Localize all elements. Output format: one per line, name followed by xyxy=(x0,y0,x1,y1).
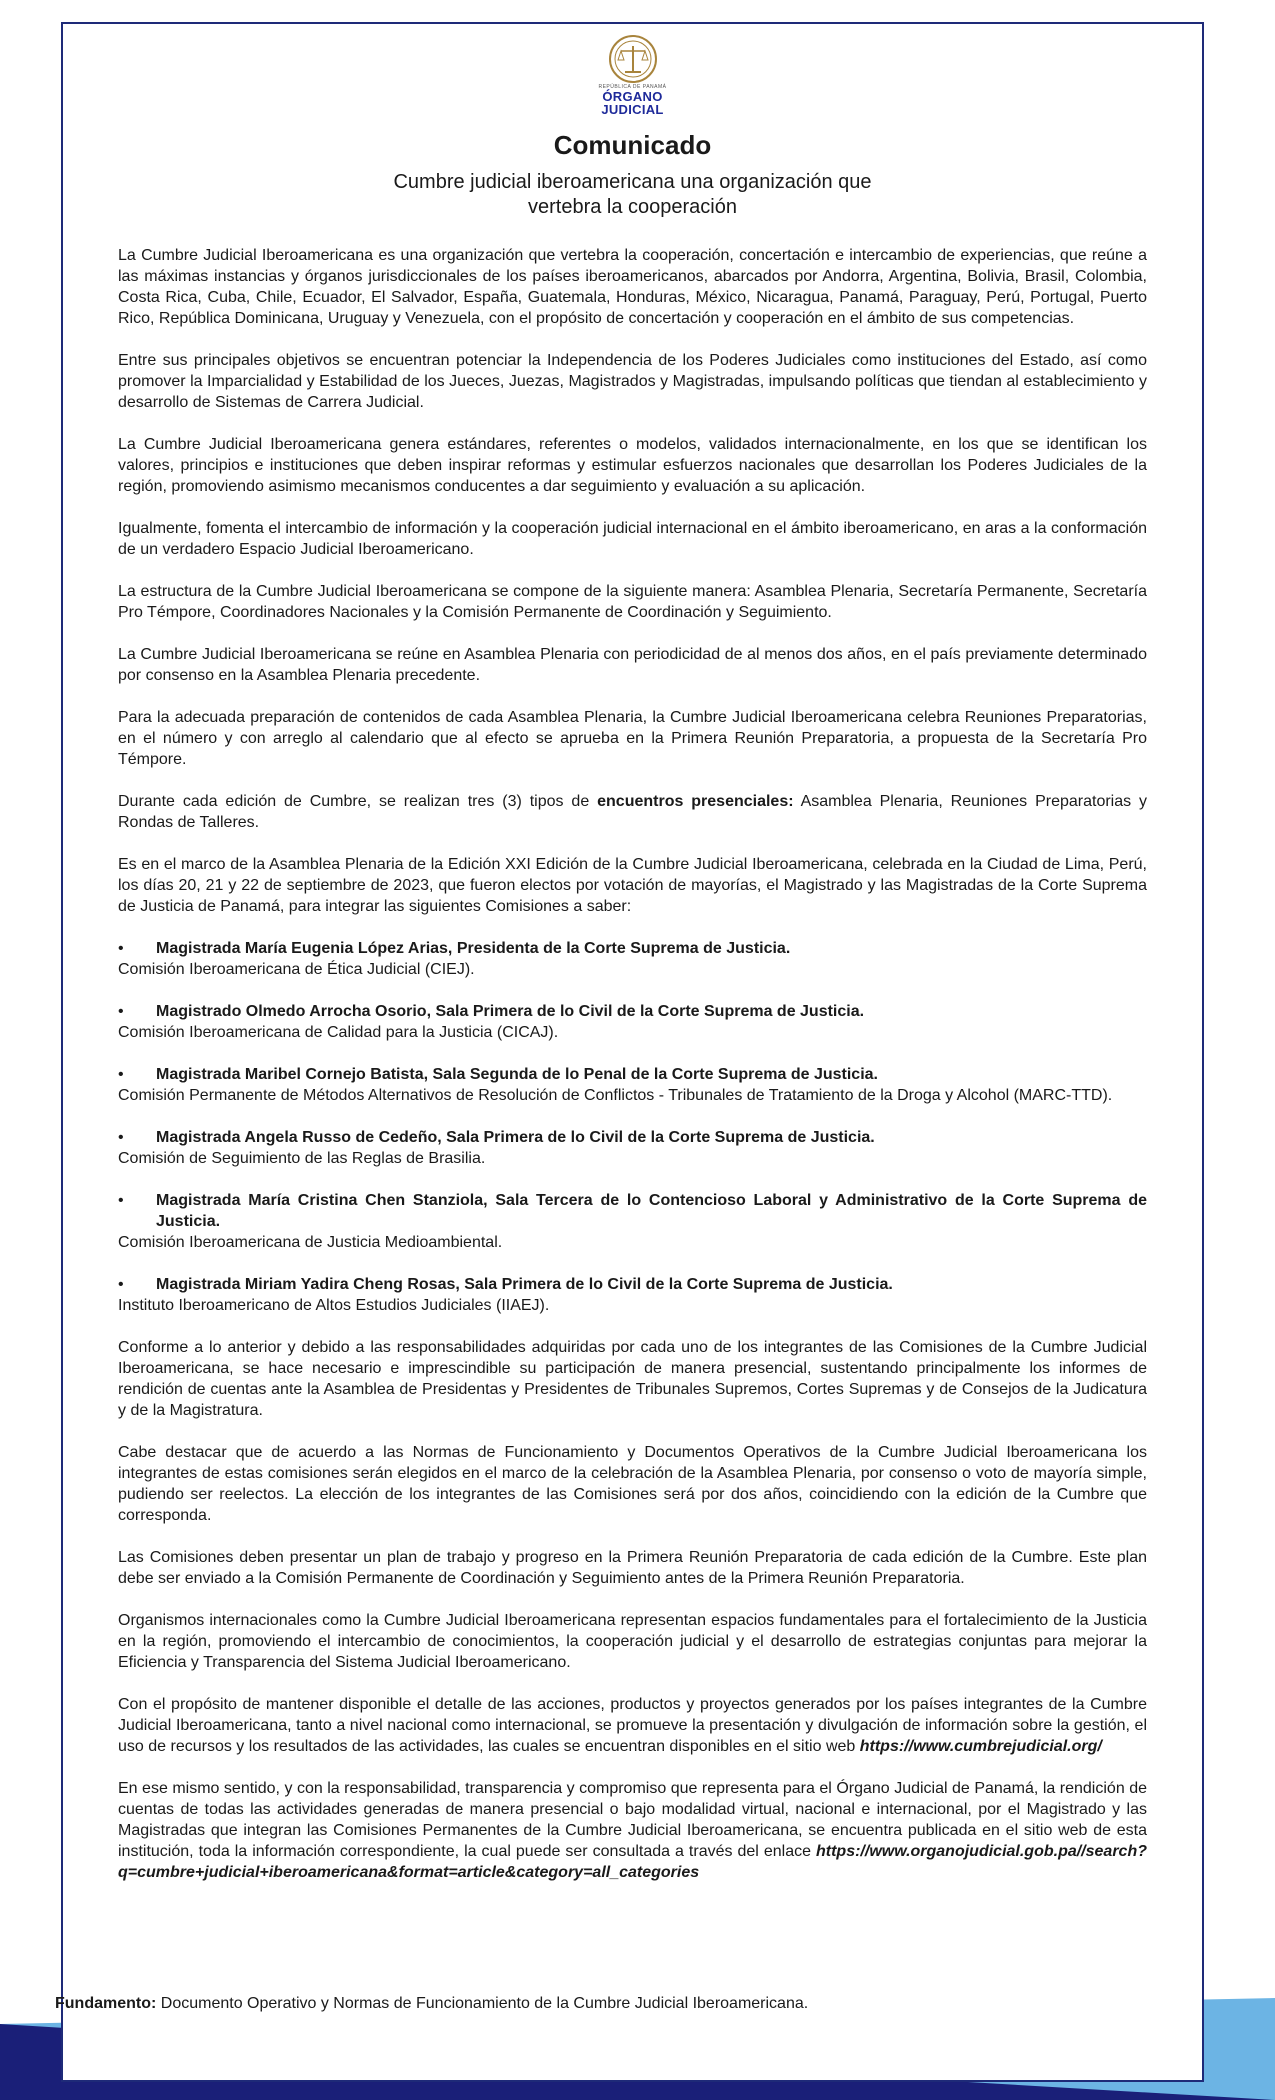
fundamento-line xyxy=(55,1993,1220,2014)
paragraph: La Cumbre Judicial Iberoamericana se reúne en Asamblea Plenaria con periodicidad de al menos dos años, en el país previamente determinado por consenso en la Asamblea Plenaria precedente. xyxy=(118,646,1147,684)
paragraph-encuentros xyxy=(118,791,1147,833)
magistrate-name: Magistrada Miriam Yadira Cheng Rosas, Sala Primera de lo Civil de la Corte Suprema de Justicia. xyxy=(156,1276,893,1293)
bullet-icon: • xyxy=(118,1192,124,1209)
paragraph: Para la adecuada preparación de contenidos de cada Asamblea Plenaria, la Cumbre Judicial Iberoamericana celebra Reuniones Preparatorias, en el número y con arreglo al calendario que al efecto se aprueba en la Primera Reunión Preparatoria, a propuesta de la Secretaría Pro Témpore. xyxy=(118,709,1147,768)
commission-name: Comisión de Seguimiento de las Reglas de Brasilia. xyxy=(118,1150,486,1167)
organo-judicial-logo xyxy=(63,34,1202,116)
page-title: Comunicado xyxy=(553,130,712,160)
logo-line-2: JUDICIAL xyxy=(601,102,664,117)
commission-item xyxy=(118,1274,1147,1316)
magistrate-name: Magistrada María Eugenia López Arias, Presidenta de la Corte Suprema de Justicia. xyxy=(156,940,791,957)
magistrate-name: Magistrada Angela Russo de Cedeño, Sala Primera de lo Civil de la Corte Suprema de Justicia. xyxy=(156,1129,875,1146)
commission-item xyxy=(118,938,1147,980)
bullet-icon: • xyxy=(118,1276,124,1293)
page-subtitle: Cumbre judicial iberoamericana una organización que vertebra la cooperación xyxy=(393,171,872,218)
bold-text: encuentros presenciales: xyxy=(597,793,794,810)
paragraph: La estructura de la Cumbre Judicial Iberoamericana se compone de la siguiente manera: Asamblea Plenaria, Secretaría Permanente, Secretaría Pro Témpore, Coordinadores Nacionales y la Comisión Permanente de Coordinación y Seguimiento. xyxy=(118,583,1147,621)
paragraph: La Cumbre Judicial Iberoamericana es una organización que vertebra la cooperación, concertación e intercambio de experiencias, que reúne a las máximas instancias y órganos jurisdiccionales de los países iberoamericanos, abarcados por Andorra, Argentina, Bolivia, Brasil, Colombia, Costa Rica, Cuba, Chile, Ecuador, El Salvador, España, Guatemala, Honduras, México, Nicaragua, Panamá, Paraguay, Perú, Portugal, Puerto Rico, República Dominicana, Uruguay y Venezuela, con el propósito de concertación y cooperación en el ámbito de sus competencias. xyxy=(118,247,1147,327)
paragraph: Cabe destacar que de acuerdo a las Normas de Funcionamiento y Documentos Operativos de la Cumbre Judicial Iberoamericana los integrantes de estas comisiones serán elegidos en el marco de la celebración de la Asamblea Plenaria, por consenso o voto de mayoría simple, pudiendo ser reelectos. La elección de los integrantes de las Comisiones será por dos años, coincidiendo con la edición de la Cumbre que corresponda. xyxy=(118,1444,1147,1524)
commission-name: Comisión Iberoamericana de Justicia Medioambiental. xyxy=(118,1234,503,1251)
document-body xyxy=(118,245,1147,1904)
commission-name: Comisión Iberoamericana de Ética Judicial (CIEJ). xyxy=(118,961,475,978)
magistrate-name: Magistrado Olmedo Arrocha Osorio, Sala Primera de lo Civil de la Corte Suprema de Justicia. xyxy=(156,1003,865,1020)
paragraph: Conforme a lo anterior y debido a las responsabilidades adquiridas por cada uno de los integrantes de las Comisiones de la Cumbre Judicial Iberoamericana, se hace necesario e imprescindible su participación de manera presencial, sustentando principalmente los informes de rendición de cuentas ante la Asamblea de Presidentas y Presidentes de Tribunales Supremos, Cortes Supremas y de Consejos de la Judicatura y de la Magistratura. xyxy=(118,1339,1147,1419)
paragraph: Las Comisiones deben presentar un plan de trabajo y progreso en la Primera Reunión Preparatoria de cada edición de la Cumbre. Este plan debe ser enviado a la Comisión Permanente de Coordinación y Seguimiento antes de la Primera Reunión Preparatoria. xyxy=(118,1549,1147,1587)
paragraph-organo-site xyxy=(118,1778,1147,1883)
paragraph-cumbre-site xyxy=(118,1694,1147,1757)
cumbre-url-link[interactable]: https://www.cumbrejudicial.org/ xyxy=(859,1738,1102,1755)
commission-name: Comisión Permanente de Métodos Alternativos de Resolución de Conflictos - Tribunales de Tratamiento de la Droga y Alcohol (MARC-TTD). xyxy=(118,1087,1113,1104)
seal-icon xyxy=(605,34,661,84)
paragraph: Entre sus principales objetivos se encuentran potenciar la Independencia de los Poderes Judiciales como instituciones del Estado, así como promover la Imparcialidad y Estabilidad de los Jueces, Juezas, Magistrados y Magistradas, impulsando políticas que tiendan al establecimiento y desarrollo de Sistemas de Carrera Judicial. xyxy=(118,352,1147,411)
commission-item xyxy=(118,1127,1147,1169)
commission-item xyxy=(118,1001,1147,1043)
logo-small-text: REPÚBLICA DE PANAMÁ xyxy=(598,84,667,90)
text: Asamblea Plenaria, Reuniones Preparatorias y Rondas de Talleres. xyxy=(118,793,1148,831)
logo-line-1: ÓRGANO xyxy=(602,89,663,104)
bullet-icon: • xyxy=(118,940,124,957)
paragraph: La Cumbre Judicial Iberoamericana genera estándares, referentes o modelos, validados internacionalmente, en los que se identifican los valores, principios e instituciones que deben inspirar reformas y estimular esfuerzos nacionales que desarrollan los Poderes Judiciales de la región, promoviendo asimismo mecanismos conducentes a dar seguimiento y evaluación a su aplicación. xyxy=(118,436,1147,495)
text: En ese mismo sentido, y con la responsabilidad, transparencia y compromiso que representa para el Órgano Judicial de Panamá, la rendición de cuentas de todas las actividades generadas de manera presencial o bajo modalidad virtual, nacional e internacional, por el Magistrado y las Magistradas que integran las Comisiones Permanentes de la Cumbre Judicial Iberoamericana, se encuentra publicada en el sitio web de esta institución, toda la información correspondiente, la cual puede ser consultada a través del enlace xyxy=(118,1780,1147,1860)
commission-item xyxy=(118,1190,1147,1253)
paragraph: Es en el marco de la Asamblea Plenaria de la Edición XXI Edición de la Cumbre Judicial Iberoamericana, celebrada en la Ciudad de Lima, Perú, los días 20, 21 y 22 de septiembre de 2023, que fueron electos por votación de mayorías, el Magistrado y las Magistradas de la Corte Suprema de Justicia de Panamá, para integrar las siguientes Comisiones a saber: xyxy=(118,856,1147,915)
bullet-icon: • xyxy=(118,1003,124,1020)
paragraph: Igualmente, fomenta el intercambio de información y la cooperación judicial internacional en el ámbito iberoamericano, en aras a la conformación de un verdadero Espacio Judicial Iberoamericano. xyxy=(118,520,1147,558)
commission-name: Instituto Iberoamericano de Altos Estudios Judiciales (IIAEJ). xyxy=(118,1297,550,1314)
magistrate-name: Magistrada Maribel Cornejo Batista, Sala Segunda de lo Penal de la Corte Suprema de Justicia. xyxy=(156,1066,878,1083)
bullet-icon: • xyxy=(118,1066,124,1083)
document-frame xyxy=(61,22,1204,2082)
bullet-icon: • xyxy=(118,1129,124,1146)
magistrate-name: Magistrada María Cristina Chen Stanziola, Sala Tercera de lo Contencioso Laboral y Administrativo de la Corte Suprema de Justicia. xyxy=(156,1192,1147,1230)
commission-name: Comisión Iberoamericana de Calidad para la Justicia (CICAJ). xyxy=(118,1024,559,1041)
text: Con el propósito de mantener disponible el detalle de las acciones, productos y proyectos generados por los países integrantes de la Cumbre Judicial Iberoamericana, tanto a nivel nacional como internacional, se promueve la presentación y divulgación de información sobre la gestión, el uso de recursos y los resultados de las actividades, las cuales se encuentran disponibles en el sitio web xyxy=(118,1696,1147,1755)
fundamento-text: Documento Operativo y Normas de Funcionamiento de la Cumbre Judicial Iberoamericana. xyxy=(156,1995,809,2012)
text: Durante cada edición de Cumbre, se realizan tres (3) tipos de xyxy=(118,793,598,810)
commission-item xyxy=(118,1064,1147,1106)
paragraph: Organismos internacionales como la Cumbre Judicial Iberoamericana representan espacios fundamentales para el fortalecimiento de la Justicia en la región, promoviendo el intercambio de conocimientos, la cooperación judicial y el desarrollo de estrategias conjuntas para mejorar la Eficiencia y Transparencia del Sistema Judicial Iberoamericano. xyxy=(118,1612,1147,1671)
organo-url-link[interactable]: https://www.organojudicial.gob.pa//search?q=cumbre+judicial+iberoamericana&format=article&category=all_categories xyxy=(118,1843,1147,1881)
fundamento-label: Fundamento: xyxy=(55,1995,157,2012)
